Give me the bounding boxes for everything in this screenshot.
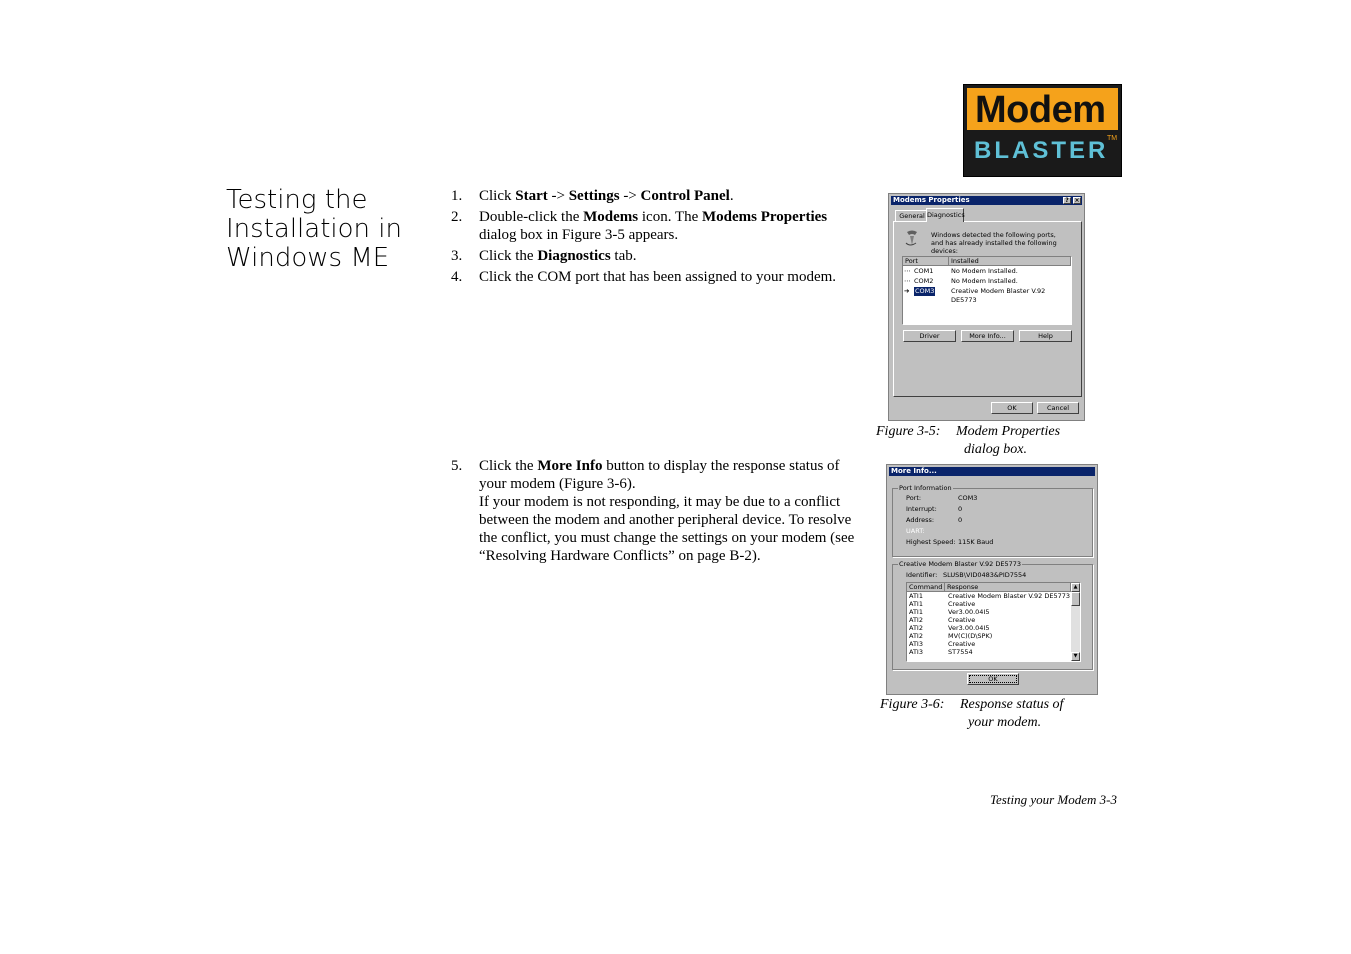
- response-row[interactable]: [907, 648, 1080, 656]
- port-row[interactable]: [903, 287, 1071, 304]
- modems-properties-dialog: [888, 193, 1085, 421]
- port-info-key: Address:: [906, 516, 935, 524]
- driver-button[interactable]: Driver: [903, 330, 956, 342]
- step-text: tab.: [610, 248, 637, 264]
- ports-list[interactable]: [902, 256, 1072, 325]
- response-scrollbar[interactable]: [1071, 583, 1080, 661]
- port-info-key: Highest Speed:: [906, 538, 956, 546]
- tab-diagnostics[interactable]: Diagnostics: [926, 208, 964, 222]
- port-info-value: 0: [958, 505, 963, 513]
- response-cell: Creative: [948, 640, 976, 648]
- response-row[interactable]: [907, 592, 1080, 600]
- page-footer: Testing your Modem 3-3: [990, 792, 1117, 807]
- more-info-button[interactable]: More Info...: [961, 330, 1014, 342]
- response-cell: Ver3.00.04I5: [948, 608, 990, 616]
- dialog-titlebar: [891, 196, 1082, 205]
- port-row[interactable]: [903, 267, 1071, 276]
- modem-blaster-logo: [963, 84, 1122, 177]
- response-cell: Creative: [948, 616, 976, 624]
- response-cell: ST7554: [948, 648, 973, 656]
- port-info-label: Port Information: [899, 484, 952, 492]
- caption-label: Figure 3-6:: [880, 697, 945, 712]
- response-cell: Creative Modem Blaster V.92 DE5773: [948, 592, 1071, 600]
- port-info-group: [892, 484, 1093, 557]
- step-2: [451, 208, 859, 244]
- step-number: 3.: [451, 248, 463, 264]
- scroll-up-icon[interactable]: ▲: [1071, 583, 1080, 592]
- scroll-thumb[interactable]: [1071, 592, 1080, 606]
- port-row[interactable]: [903, 277, 1071, 286]
- diagnostics-intro: Windows detected the following ports, and has already installed the following devices:: [931, 231, 1057, 255]
- response-row[interactable]: [907, 624, 1080, 632]
- port-installed: No Modem Installed.: [951, 267, 1018, 275]
- command-cell: ATI1: [909, 608, 923, 616]
- section-heading: Testing the Installation in Windows ME: [226, 185, 402, 273]
- step-text: Double-click the: [479, 209, 584, 225]
- response-row[interactable]: [907, 608, 1080, 616]
- response-cell: MV(C)(D\SPK): [948, 632, 993, 640]
- step-text: Click: [479, 188, 516, 204]
- command-cell: ATI1: [909, 600, 923, 608]
- response-cell: Ver3.00.04I5: [948, 624, 990, 632]
- port-info-row: [893, 527, 1092, 536]
- step-bold-text: Start: [515, 188, 548, 204]
- col-installed[interactable]: Installed: [949, 257, 1071, 266]
- step-text: Click the: [479, 248, 538, 264]
- step-5: [451, 457, 859, 565]
- help-button[interactable]: Help: [1019, 330, 1072, 342]
- step-number: 4.: [451, 269, 463, 285]
- identifier-label: Identifier:: [906, 571, 938, 579]
- step-bold-text: Diagnostics: [537, 248, 611, 264]
- port-icon: ⋯: [904, 267, 911, 275]
- step-text: .: [729, 188, 734, 204]
- step-text: dialog box in Figure 3-5 appears.: [479, 227, 679, 243]
- command-cell: ATI2: [909, 616, 923, 624]
- command-cell: ATI3: [909, 640, 923, 648]
- step-5-para: If your modem is not responding, it may be due to a conflict between the modem and another peripheral device. To resolve the conflict, you must change the settings on your modem (see “Resolving Hardware Conflicts” on page B-2).: [479, 494, 855, 564]
- port-info-row: [893, 538, 1092, 547]
- port-icon: ⋯: [904, 277, 911, 285]
- modem-group: [892, 560, 1093, 670]
- step-5-bold: More Info: [537, 458, 603, 474]
- command-cell: ATI1: [909, 592, 923, 600]
- step-text: ->: [547, 188, 569, 204]
- dialog-titlebar: [889, 467, 1095, 476]
- port-info-row: [893, 505, 1092, 514]
- scroll-down-icon[interactable]: ▼: [1071, 652, 1080, 661]
- port-icon: ➔: [904, 287, 910, 295]
- port-info-key: Port:: [906, 494, 922, 502]
- step-bold-text: Modems Properties: [702, 209, 828, 225]
- step-5-pre: Click the: [479, 458, 538, 474]
- step-number: 1.: [451, 188, 463, 204]
- port-info-row: [893, 516, 1092, 525]
- port-info-row: [893, 494, 1092, 503]
- port-info-value: 0: [958, 516, 963, 524]
- command-cell: ATI3: [909, 648, 923, 656]
- caption-text-2: your modem.: [968, 715, 1042, 730]
- step-text: icon. The: [638, 209, 703, 225]
- modem-phone-icon: [904, 229, 920, 247]
- step-bold-text: Settings: [568, 188, 620, 204]
- port-name: COM3: [915, 287, 935, 295]
- port-info-key: Interrupt:: [906, 505, 937, 513]
- response-row[interactable]: [907, 640, 1080, 648]
- steps-list-a: [451, 187, 859, 289]
- step-number: 2.: [451, 209, 463, 225]
- step-bold-text: Modems: [583, 209, 639, 225]
- col-port[interactable]: Port: [903, 257, 949, 266]
- command-cell: ATI2: [909, 624, 923, 632]
- port-name: COM1: [914, 267, 934, 275]
- tab-panel: [893, 221, 1082, 397]
- response-row[interactable]: [907, 616, 1080, 624]
- step-3: [451, 247, 859, 265]
- ok-button[interactable]: OK: [967, 673, 1019, 685]
- caption-text-1: Response status of: [960, 697, 1064, 712]
- figure-3-6-caption: [880, 696, 1063, 732]
- steps-list-b: [451, 457, 859, 568]
- cancel-button[interactable]: Cancel: [1037, 402, 1079, 414]
- step-text: ->: [619, 188, 641, 204]
- help-title-button[interactable]: ?: [1063, 197, 1071, 204]
- more-info-dialog: [886, 464, 1098, 695]
- ok-button[interactable]: OK: [991, 402, 1033, 414]
- step-number: 5.: [451, 458, 463, 474]
- step-5-post: button to display the response status of your modem (Figure 3-6).: [479, 458, 840, 492]
- logo-word: Modem: [975, 89, 1106, 131]
- col-response[interactable]: Response: [945, 583, 1071, 592]
- step-1: [451, 187, 859, 205]
- port-info-value: COM3: [958, 494, 978, 502]
- response-row[interactable]: [907, 632, 1080, 640]
- dialog-title: More Info...: [891, 467, 937, 475]
- col-command[interactable]: Command: [907, 583, 945, 592]
- step-text: Click the COM port that has been assigned to your modem.: [479, 269, 837, 285]
- port-info-key: UART:: [906, 527, 925, 535]
- response-list[interactable]: [906, 582, 1081, 662]
- step-bold-text: Control Panel: [640, 188, 730, 204]
- figure-3-5-caption: [876, 423, 1060, 459]
- step-4: [451, 268, 859, 286]
- port-installed: No Modem Installed.: [951, 277, 1018, 285]
- response-cell: Creative: [948, 600, 976, 608]
- caption-text-2: dialog box.: [964, 442, 1027, 457]
- response-row[interactable]: [907, 600, 1080, 608]
- port-name: COM2: [914, 277, 934, 285]
- dialog-title: Modems Properties: [893, 196, 970, 204]
- caption-label: Figure 3-5:: [876, 424, 941, 439]
- close-title-button[interactable]: ×: [1074, 197, 1080, 204]
- logo-blaster: BLASTER: [974, 137, 1109, 164]
- command-cell: ATI2: [909, 632, 923, 640]
- logo-tm: TM: [1107, 135, 1118, 142]
- caption-text-1: Modem Properties: [956, 424, 1061, 439]
- port-info-value: 115K Baud: [958, 538, 994, 546]
- port-installed: Creative Modem Blaster V.92 DE5773: [951, 287, 1046, 304]
- identifier-value: SLUSB\VID0483&PID7554: [943, 571, 1027, 579]
- modem-group-label: Creative Modem Blaster V.92 DE5773: [899, 560, 1022, 568]
- logo-orange-band: [967, 88, 1118, 130]
- tab-general[interactable]: General: [895, 210, 929, 222]
